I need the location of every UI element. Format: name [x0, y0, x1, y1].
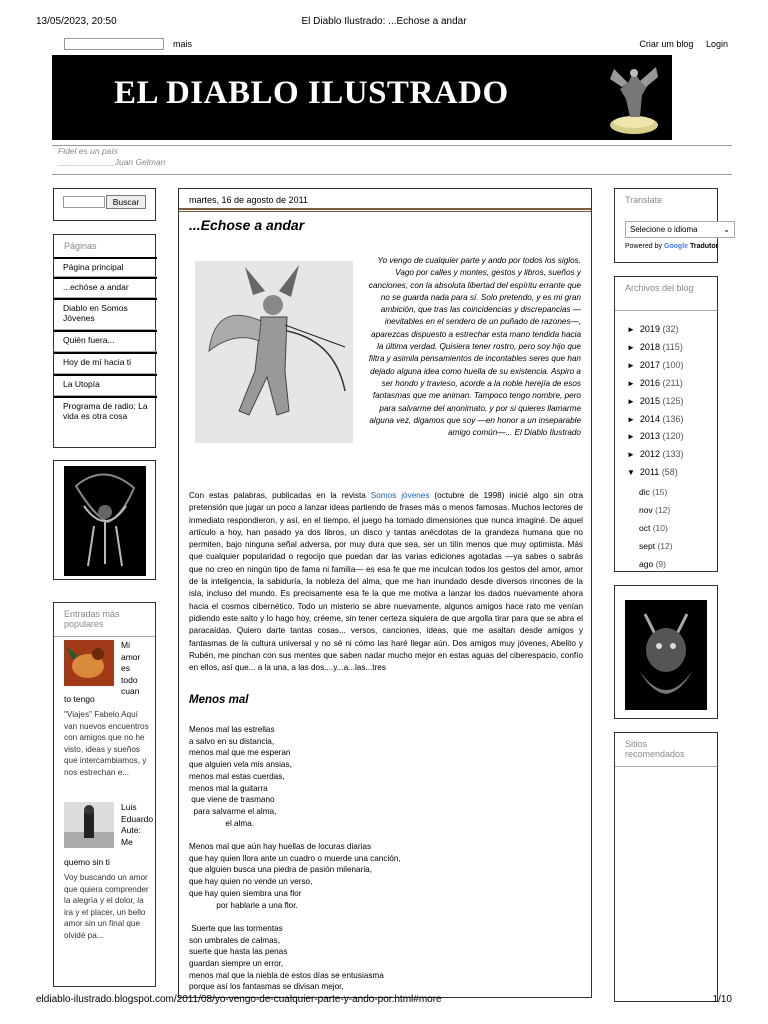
archive-year-label[interactable]: 2012	[639, 449, 660, 460]
expand-toggle-icon[interactable]: ►	[627, 414, 635, 424]
expand-toggle-icon[interactable]: ▼	[627, 468, 635, 478]
recommended-sites-title: Sitios recomendados	[615, 733, 717, 767]
archive-month-ago[interactable]	[639, 559, 666, 569]
expand-toggle-icon[interactable]: ►	[627, 396, 635, 406]
archive-month-label[interactable]: dic	[639, 487, 650, 498]
navbar-search-input[interactable]	[64, 38, 164, 50]
archive-year-2013[interactable]	[627, 431, 683, 441]
page-link-hoy-de-mi[interactable]: Hoy de mí hacia ti	[54, 352, 157, 374]
archive-year-count: (100)	[662, 359, 684, 370]
poem-line: porque así los fantasmas se divisan mejor,	[189, 982, 344, 992]
poem-line: a salvo en su distancia,	[189, 736, 275, 746]
archive-year-2011[interactable]	[627, 467, 678, 477]
poem-line: para salvarme el alma,	[189, 806, 277, 816]
chevron-down-icon: ⌄	[723, 225, 730, 234]
page-link-quien-fuera[interactable]: Quién fuera...	[54, 330, 157, 352]
search-widget	[53, 188, 156, 221]
page-link-echose[interactable]: ...echóse a andar	[54, 277, 157, 298]
aute-photo-thumbnail[interactable]	[64, 802, 114, 848]
blog-description	[58, 146, 165, 168]
translate-widget	[614, 188, 730, 263]
powered-by-google	[625, 243, 718, 250]
print-doc-title: El Diablo Ilustrado: ...Echose a andar	[301, 16, 467, 27]
post-container	[178, 188, 592, 998]
archive-year-count: (32)	[662, 324, 679, 334]
archive-year-label[interactable]: 2014	[639, 413, 660, 424]
archive-year-count: (58)	[661, 467, 678, 478]
popular-post-2-title[interactable]: Luis Eduardo Aute: Me	[121, 802, 154, 847]
page-link-programa-radio[interactable]: Programa de radio: La vida es otra cosa	[54, 396, 157, 448]
left-sidebar	[53, 188, 156, 987]
expand-toggle-icon[interactable]: ►	[627, 360, 635, 370]
devil-figure-illustration	[600, 59, 666, 137]
poem-line: que hay quien llora ante un cuadro o muerde una canción,	[189, 853, 401, 863]
archive-year-count: (115)	[662, 341, 683, 352]
poem-line: menos mal que me esperan	[189, 748, 291, 758]
poem-title: Menos mal	[189, 694, 249, 706]
archive-year-label[interactable]: 2019	[639, 324, 660, 334]
pages-widget	[53, 234, 156, 448]
archive-year-count: (120)	[662, 431, 684, 442]
archive-year-2017[interactable]	[627, 360, 683, 370]
archive-month-count: (9)	[655, 558, 666, 569]
popular-post-1-title[interactable]: Mi amor es todo cuan	[121, 640, 141, 696]
post-body-paragraph	[189, 490, 583, 674]
recommended-sites-widget	[614, 732, 718, 1002]
language-select[interactable]	[625, 221, 735, 238]
blog-title[interactable]: EL DIABLO ILUSTRADO	[114, 75, 509, 111]
right-image-widget	[614, 585, 718, 719]
expand-toggle-icon[interactable]: ►	[627, 325, 635, 334]
poem-line: guardan siempre un error,	[189, 959, 284, 968]
post-title[interactable]: ...Echose a andar	[189, 217, 305, 233]
popular-post-1-title-end[interactable]: to tengo	[64, 694, 95, 704]
archive-month-dic[interactable]	[639, 487, 667, 497]
archive-month-count: (12)	[657, 540, 673, 551]
print-header	[0, 16, 768, 30]
tradutor-link[interactable]: Tradutor	[690, 243, 719, 250]
blog-archive-widget	[614, 276, 718, 572]
poem-line: suerte que hasta las penas	[189, 947, 288, 957]
navbar-more-link[interactable]: mais	[173, 39, 193, 49]
post-date: martes, 16 de agosto de 2011	[189, 195, 308, 205]
poem-line: son umbrales de calmas,	[189, 935, 281, 945]
archive-month-label[interactable]: nov	[639, 505, 653, 515]
rooster-painting-thumbnail[interactable]	[64, 640, 114, 686]
archive-year-label[interactable]: 2013	[639, 431, 660, 442]
archive-month-oct[interactable]	[639, 523, 668, 533]
archive-year-label[interactable]: 2018	[639, 341, 660, 352]
archive-year-label[interactable]: 2011	[639, 467, 660, 478]
post-intro-quote: Yo vengo de cualquier parte y ando por todos los siglos. Vago por calles y montes, gestos y libros, sueños y canciones, con la absoluta libertad del espíritu errante que no se guarda nada para sí. Solo pretendo, y es mi gran ambición, que tras las coincidencias y discrepancias —inevitables en el sendero de un puñado de razones—, aparezcas dispuesto a estrechar esta mano tendida hacia la última verdad. Quisiera tener rostro, pero soy hijo que filtra y asimila pensamientos de incontables seres que han dejado alguna idea como huella de su existencia. Aspiro a ser hondo y travieso, acorde a la noble herejía de esos fantasmas que me animan. Tampoco tengo nombre, pero para salvarme del anonimato, y por si quieres llamarme alguna vez, digamos que soy —en honor a un inseparable amigo común—... El Diablo Ilustrado	[368, 256, 581, 438]
archive-month-count: (10)	[652, 522, 668, 533]
poem-line: que hay quien no vende un verso,	[189, 877, 313, 887]
search-button[interactable]: Buscar	[106, 195, 146, 209]
print-datetime: 13/05/2023, 20:50	[36, 16, 117, 27]
archive-year-2016[interactable]	[627, 378, 683, 388]
poem-line: que alguien busca una piedra de pasión milenaria,	[189, 865, 372, 875]
archive-year-2019[interactable]	[627, 324, 678, 334]
archive-month-count: (12)	[655, 505, 671, 515]
horned-creature-artwork[interactable]	[625, 600, 707, 710]
expand-toggle-icon[interactable]: ►	[627, 432, 635, 442]
archive-month-label[interactable]: sept	[639, 540, 656, 551]
devil-artwork-image[interactable]	[64, 466, 146, 576]
description-line-2: ____________Juan Gelman	[58, 157, 166, 167]
archive-year-count: (125)	[662, 395, 684, 406]
expand-toggle-icon[interactable]: ►	[627, 378, 635, 388]
popular-post-2-snippet: Voy buscando un amor que quiera comprender la alegría y el dolor, la ira y el placer, un bello amor sin un final que olvidé pa...	[64, 873, 149, 940]
print-page-number: 1/10	[712, 994, 732, 1005]
popular-post-1-snippet: "Viajes" Fabelo Aquí van nuevos encuentros con amigos que no he visto, ideas y sueños que intercambiamos, y nos estrechan e...	[64, 710, 149, 777]
poem-line: que alguien vela mis ansias,	[189, 760, 292, 770]
devil-archer-illustration[interactable]	[195, 261, 353, 443]
print-url: eldiablo-ilustrado.blogspot.com/2011/08/yo-vengo-de-cualquier-parte-y-ando-por.html#more	[36, 994, 442, 1005]
page-link-home[interactable]: Página principal	[54, 257, 157, 277]
language-select-value: Selecione o idioma	[630, 225, 698, 234]
login-link[interactable]: Login	[705, 39, 728, 49]
header-divider-bottom	[52, 174, 732, 175]
archive-month-nov[interactable]	[639, 505, 670, 515]
archive-year-2018[interactable]	[627, 342, 683, 352]
archive-year-label[interactable]: 2016	[639, 377, 660, 388]
poem-line: menos mal la guitarra	[189, 783, 268, 793]
popular-post-2-title-end[interactable]: quemo sin ti	[64, 857, 110, 867]
poem-line: Menos mal que aún hay huellas de locuras diarias	[189, 842, 372, 851]
search-input[interactable]	[63, 196, 105, 208]
poem-line: menos mal estas cuerdas,	[189, 771, 285, 781]
archive-year-count: (133)	[662, 449, 684, 460]
description-line-1: Fidel es un país	[58, 146, 119, 156]
poem-line: por hablarle a una flor.	[189, 900, 298, 910]
translate-title: Translate	[625, 195, 663, 205]
left-image-widget	[53, 460, 156, 580]
expand-toggle-icon[interactable]: ►	[627, 342, 635, 352]
archive-year-2014[interactable]	[627, 414, 683, 424]
date-divider	[179, 208, 592, 210]
pages-title: Páginas	[64, 241, 97, 251]
poem-line: Suerte que las tormentas	[189, 923, 283, 933]
archive-month-sept[interactable]	[639, 541, 673, 551]
page-link-utopia[interactable]: La Utopía	[54, 374, 157, 396]
poem-line: menos mal que la niebla de estos días se entusiasma	[189, 970, 384, 980]
poem-line: Menos mal las estrellas	[189, 725, 275, 734]
expand-toggle-icon[interactable]: ►	[627, 450, 635, 460]
poem-line: que viene de trasmano	[189, 795, 275, 805]
popular-posts-title: Entradas más populares	[54, 603, 155, 637]
print-footer	[0, 994, 768, 1008]
archive-year-count: (136)	[662, 413, 684, 424]
blog-header-banner[interactable]	[52, 55, 672, 140]
archive-month-count: (15)	[652, 487, 668, 498]
date-divider-thin	[179, 211, 592, 212]
archive-year-count: (211)	[662, 377, 683, 388]
archive-title: Archivos del blog	[615, 277, 717, 311]
archive-year-label[interactable]: 2017	[639, 359, 660, 370]
archive-month-label[interactable]: oct	[639, 522, 651, 533]
archive-year-2012[interactable]	[627, 449, 683, 459]
archive-year-2015[interactable]	[627, 396, 683, 406]
somos-jovenes-link[interactable]: Somos jóvenes	[370, 491, 430, 500]
body-text-start: Con estas palabras, publicadas en la revista	[189, 491, 371, 500]
body-text-rest: (octubre de 1998) inicié algo sin otra pretensión que jugar un poco a lanzar ideas partiendo de frases más o menos famosas. Muchos lectores de inmediato respondieron, y así, en el tiempo, el juego ha tomado dimensiones que nunca imaginé. De aquel artículo a hoy, han pasado ya dos libros, un disco y tantas anécdotas de la grandeza humana que no permiten, bajo ninguna señal adversa, por muy dura que sea, ser un tilín menos que muy optimista. Más que cualquier popularidad o regocijo que puedan dar las varias ediciones agotadas —ya sabes o sabrás que no creo en ningún tipo de fama ni familia— es esa fe que me inculcan todos los gestos del amor, amor de la inteligencia, la sabiduría, la nobleza del alma, que me han inundado desde diversos rincones de la isla, incluso del mundo. Es precisamente esa fe la que me motiva a lanzar los dados nuevamente ahora hacia el cosmos cibernético. Todo un misterio se abre nuevamente, algunos amigos hace rato me venían pidiendo este salto y lo hago hoy, créeme, sin tener certeza siquiera de que argolla tirar para que se abra el paracaídas. Quiero darte tantas cosas... versos, canciones, ideas, que me asaltan desde amigos y fantasmas de la cultura universal y no sé ni cómo las haré llegar aún. Dos amigos muy jóvenes, Abelito y Rubén, me pinchan con sus mentes que saben nadar mucho mejor en estas aguas del ciberespacio, confío en ellos, así que... a la una, a las dos....y...a...las...tres	[189, 491, 584, 673]
create-blog-link[interactable]: Criar um blog	[639, 39, 694, 49]
blogger-navbar	[52, 36, 732, 54]
poem-line: que hay quien siembra una flor	[189, 888, 302, 898]
poem-line: el alma.	[189, 818, 255, 828]
popular-posts-widget	[53, 602, 156, 987]
archive-year-label[interactable]: 2015	[639, 395, 660, 406]
google-logo-text: Google	[663, 243, 689, 250]
page-link-somos-jovenes[interactable]: Diablo en Somos Jóvenes	[54, 298, 157, 330]
archive-month-label[interactable]: ago	[639, 558, 654, 569]
powered-by-label: Powered by	[625, 243, 662, 250]
